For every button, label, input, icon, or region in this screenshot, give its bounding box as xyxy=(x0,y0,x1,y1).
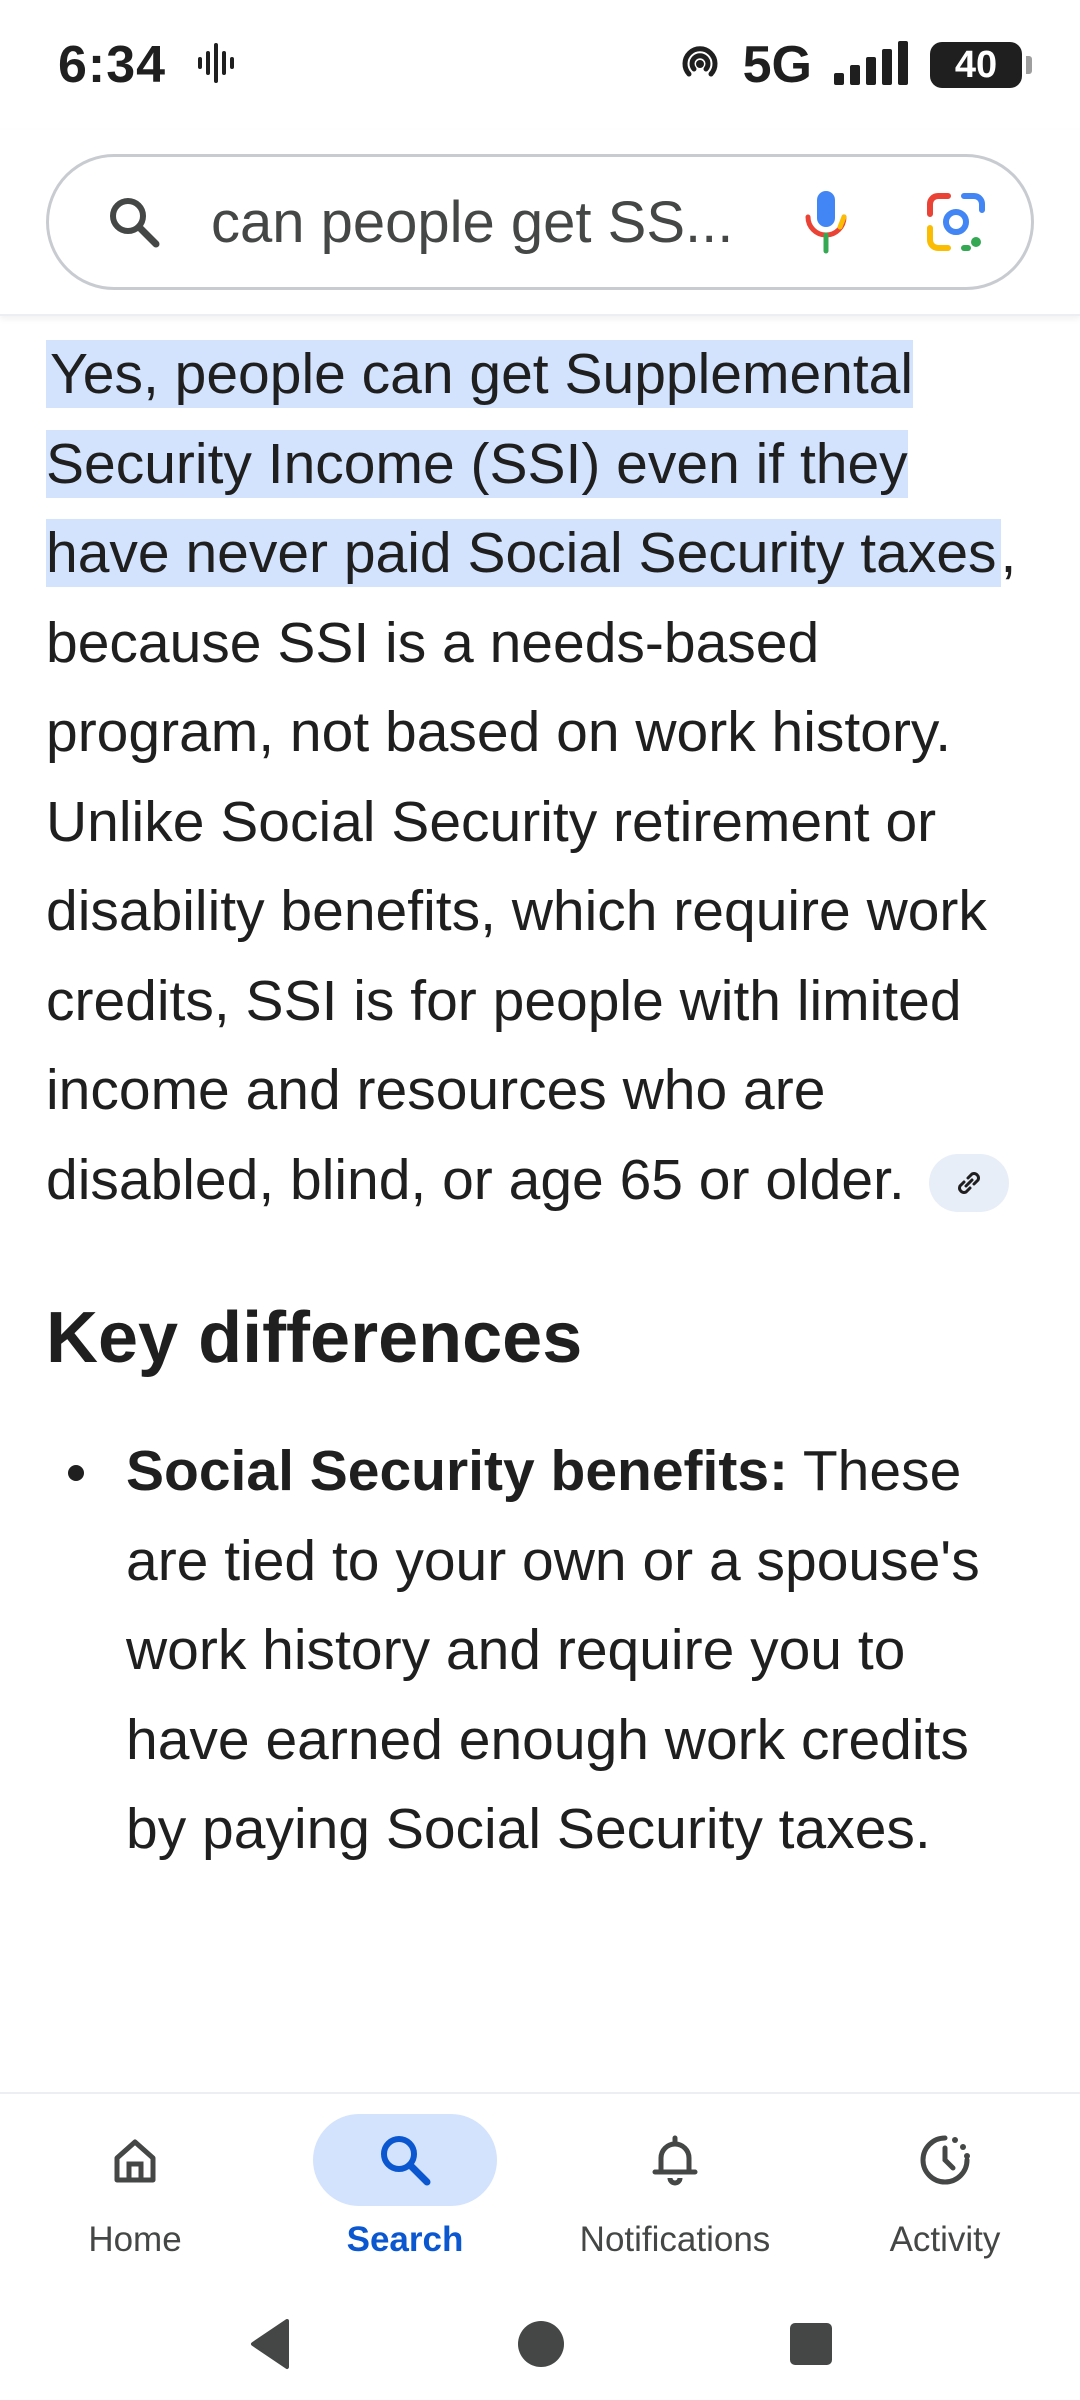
home-button[interactable] xyxy=(515,2318,567,2375)
system-navigation xyxy=(0,2292,1080,2400)
answer-text: , because SSI is a needs-based program, not based on work history. Unlike Social Security retirement or disability benefits, which require work credits, SSI is for people with limited income and resources who are disabled, blind, or age 65 or older. xyxy=(46,521,1017,1212)
back-button[interactable] xyxy=(245,2317,295,2376)
search-query[interactable]: can people get SS... xyxy=(211,189,734,255)
battery-indicator: 40 xyxy=(930,42,1022,88)
search-box[interactable] xyxy=(46,154,1034,290)
source-link-button[interactable] xyxy=(929,1154,1009,1212)
bullet-term: Social Security benefits: xyxy=(126,1439,789,1503)
recents-button[interactable] xyxy=(787,2320,835,2373)
nav-notifications-label: Notifications xyxy=(579,2220,771,2259)
nav-home-label: Home xyxy=(88,2220,182,2259)
nav-search[interactable] xyxy=(270,2094,540,2292)
status-left xyxy=(58,35,238,95)
section-heading: Key differences xyxy=(46,1298,583,1378)
search-header xyxy=(0,130,1080,316)
home-icon xyxy=(107,2132,163,2188)
highlighted-answer: Yes, people can get Supplemental Security Income (SSI) even if they have never paid Social Security taxes xyxy=(46,340,1001,587)
nav-home-icon-wrap xyxy=(43,2114,227,2206)
recents-icon xyxy=(787,2320,835,2368)
nav-notifications-icon-wrap xyxy=(583,2114,767,2206)
list-item xyxy=(46,1427,1036,1875)
nav-activity-icon-wrap xyxy=(853,2114,1037,2206)
back-icon xyxy=(245,2317,295,2371)
network-type: 5G xyxy=(742,36,812,94)
nav-home[interactable] xyxy=(0,2094,270,2292)
bottom-navigation xyxy=(0,2092,1080,2292)
bullet-text: These are tied to your own or a spouse's work history and require you to have earned enough work credits by paying Social Security taxes. xyxy=(126,1439,980,1861)
answer-content xyxy=(46,330,1036,1875)
microphone-icon[interactable] xyxy=(791,187,861,257)
status-time: 6:34 xyxy=(58,36,167,94)
link-icon xyxy=(953,1167,985,1199)
nav-notifications[interactable] xyxy=(540,2094,810,2292)
nav-activity-label: Activity xyxy=(889,2220,1001,2259)
home-circle-icon xyxy=(515,2318,567,2370)
nav-search-icon-wrap xyxy=(313,2114,497,2206)
voice-activity-icon xyxy=(194,41,238,90)
search-icon xyxy=(375,2130,435,2190)
nav-activity[interactable] xyxy=(810,2094,1080,2292)
status-right xyxy=(677,35,1022,95)
signal-icon xyxy=(832,39,910,92)
status-bar xyxy=(0,0,1080,130)
answer-paragraph xyxy=(46,330,1036,1225)
activity-icon xyxy=(915,2130,975,2190)
lens-icon[interactable] xyxy=(921,187,991,257)
hotspot-icon xyxy=(677,40,723,91)
bell-icon xyxy=(647,2132,703,2188)
search-icon xyxy=(99,187,169,257)
bullet-list xyxy=(46,1427,1036,1875)
nav-search-label: Search xyxy=(346,2220,464,2259)
